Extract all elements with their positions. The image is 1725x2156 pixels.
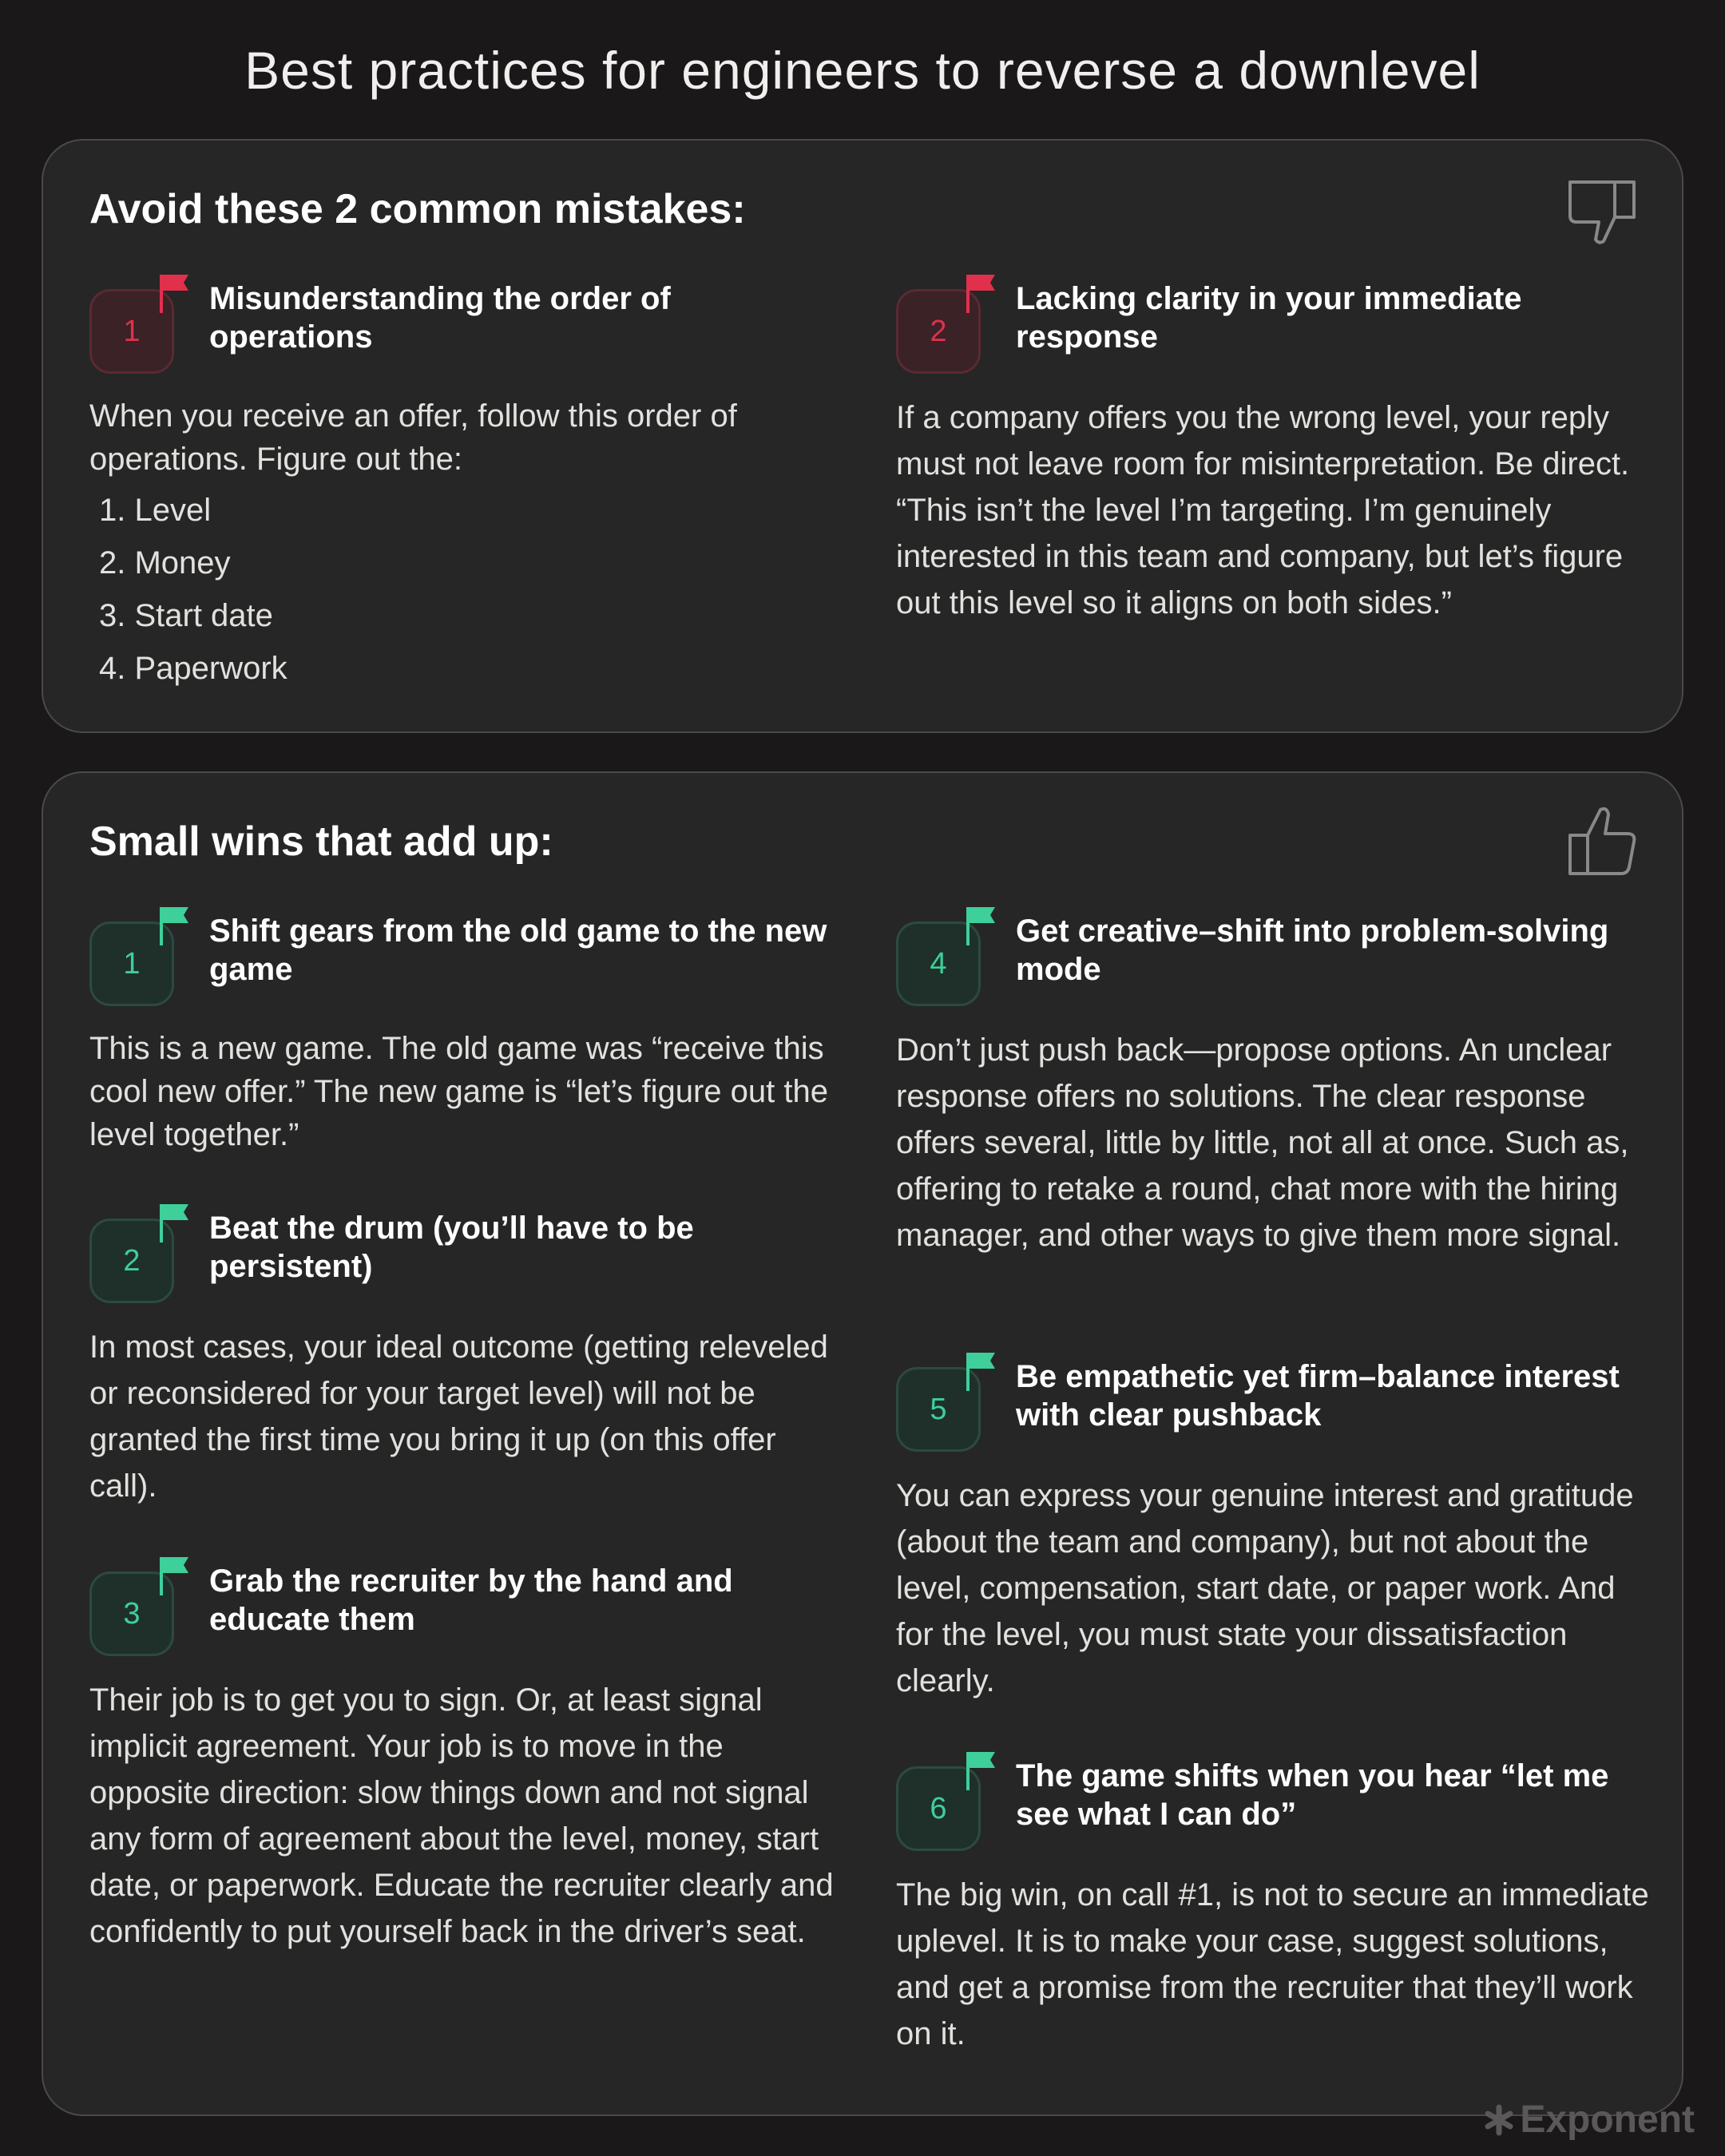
item-body: You can express your genuine interest and gratitude (about the team and company), but not about the level, compensation, start date, or paper work. And for the level, you must state your dissatisfaction clearly. [896, 1478, 1634, 1698]
win-badge-6 [896, 1752, 985, 1841]
exponent-logo [1483, 2098, 1695, 2142]
item-body: Don’t just push back—propose options. An unclear response offers no solutions. The clear response offers several, little by little, not all at once. Such as, offering to retake a round, chat more with the hiring manager, and other ways to give them more signal. [896, 1032, 1629, 1253]
item-number: 1 [89, 921, 174, 1006]
item-body-text: When you receive an offer, follow this order of operations. Figure out the: [89, 398, 737, 477]
item-title: Lacking clarity in your immediate response [1016, 281, 1522, 355]
mistake-badge-1 [89, 275, 179, 364]
mistake-badge-2 [896, 275, 985, 364]
item-number: 2 [89, 1219, 174, 1303]
wins-heading: Small wins that add up: [89, 818, 553, 865]
item-body: The big win, on call #1, is not to secure an immediate uplevel. It is to make your case, suggest solutions, and get a promise from the recruiter that they’ll work on it. [896, 1877, 1649, 2051]
item-number: 1 [89, 289, 174, 374]
item-title: Beat the drum (you’ll have to be persistent) [209, 1211, 694, 1284]
green-flag-icon [157, 906, 192, 947]
wins-panel [42, 771, 1683, 2116]
green-flag-icon [157, 1556, 192, 1597]
list-item: 4. Paperwork [99, 651, 288, 686]
win-badge-4 [896, 907, 985, 997]
item-title: The game shifts when you hear “let me see what I can do” [1016, 1758, 1609, 1832]
list-item: 1. Level [99, 493, 212, 528]
item-body: If a company offers you the wrong level, your reply must not leave room for misinterpretation. Be direct. “This isn’t the level I’m targeting. I’m genuinely interested in this team and company, but let’s figure out this level so it aligns on both sides.” [896, 400, 1630, 620]
list-item: 2. Money [99, 545, 231, 581]
green-flag-icon [157, 1203, 192, 1244]
item-body: This is a new game. The old game was “receive this cool new offer.” The new game is “let’s figure out the level together.” [89, 1031, 828, 1152]
item-number: 6 [896, 1766, 981, 1851]
win-badge-5 [896, 1353, 985, 1442]
item-number: 4 [896, 921, 981, 1006]
asterisk-logo-icon [1483, 2104, 1515, 2136]
item-title: Misunderstanding the order of operations [209, 281, 671, 355]
item-body: In most cases, your ideal outcome (getting releveled or reconsidered for your target level) will not be granted the first time you bring it up (on this offer call). [89, 1330, 828, 1504]
green-flag-icon [963, 1750, 998, 1792]
win-badge-1 [89, 907, 179, 997]
item-title: Get creative–shift into problem-solving mode [1016, 914, 1609, 987]
green-flag-icon [963, 1351, 998, 1393]
item-number: 2 [896, 289, 981, 374]
item-body [89, 394, 848, 695]
page-title: Best practices for engineers to reverse a downlevel [244, 41, 1481, 100]
item-title: Grab the recruiter by the hand and educate them [209, 1563, 733, 1637]
red-flag-icon [963, 273, 998, 315]
win-badge-3 [89, 1557, 179, 1647]
order-list [89, 484, 848, 695]
thumbs-up-icon [1564, 803, 1640, 880]
brand-name: Exponent [1520, 2099, 1695, 2141]
win-badge-2 [89, 1204, 179, 1294]
item-body: Their job is to get you to sign. Or, at least signal implicit agreement. Your job is to move in the opposite direction: slow things down and not signal any form of agreement about the level, money, start date, or paperwork. Educate the recruiter clearly and confidently to put yourself back in the driver’s seat. [89, 1682, 834, 1949]
mistakes-panel [42, 139, 1683, 733]
item-number: 5 [896, 1367, 981, 1452]
list-item: 3. Start date [99, 598, 273, 633]
thumbs-down-icon [1564, 171, 1640, 248]
item-number: 3 [89, 1571, 174, 1656]
item-title: Be empathetic yet firm–balance interest with clear pushback [1016, 1359, 1620, 1433]
mistakes-heading: Avoid these 2 common mistakes: [89, 186, 746, 232]
item-title: Shift gears from the old game to the new game [209, 914, 827, 987]
red-flag-icon [157, 273, 192, 315]
green-flag-icon [963, 906, 998, 947]
